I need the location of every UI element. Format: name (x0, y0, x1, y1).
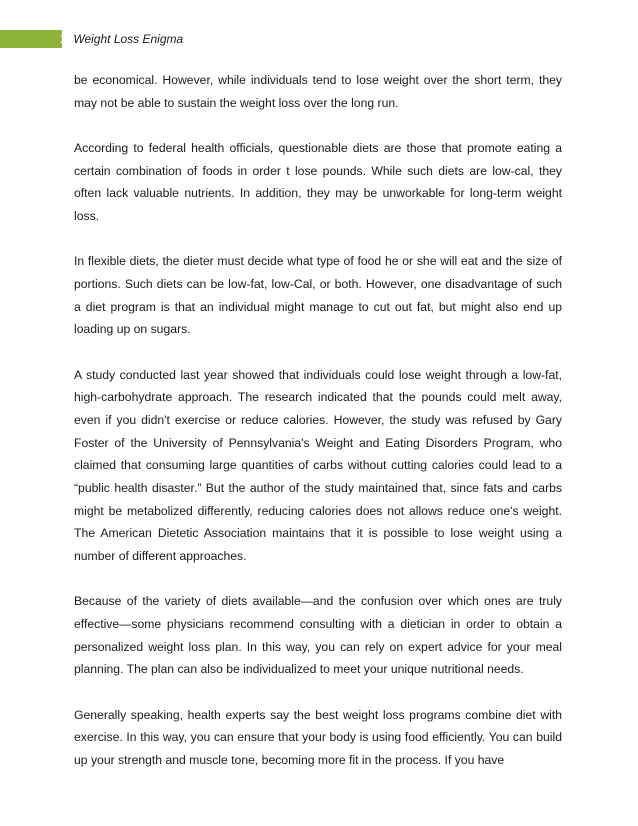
paragraph-3: In flexible diets, the dieter must decide what type of food he or she will eat and the size of portions. Such diets can be low-fat, low-Cal, or both. However, one disadvantage of such a diet program is that an individual might manage to cut out fat, but might also end up loading up on sugars. (74, 254, 562, 337)
paragraph-5: Because of the variety of diets available—and the confusion over which ones are truly effective—some physicians recommend consulting with a dietician in order to obtain a personalized weight loss plan. In this way, you can rely on expert advice for your meal planning. The plan can also be individualized to meet your unique nutritional needs. (74, 594, 562, 677)
paragraph-1: be economical. However, while individuals tend to lose weight over the short term, they may not be able to sustain the weight loss over the long run. (74, 73, 562, 110)
page-body (74, 69, 562, 794)
paragraph-4: A study conducted last year showed that individuals could lose weight through a low-fat, high-carbohydrate approach. The research indicated that the pounds could melt away, even if you didn't exercise or reduce calories. However, the study was refused by Gary Foster of the University of Pennsylvania's Weight and Eating Disorders Program, who claimed that consuming large quantities of carbs without cutting calories could lead to a “public health disaster.” But the author of the study maintained that, since fats and carbs might be metabolized differently, reducing calories does not allows reduce one's weight. The American Dietetic Association maintains that it is possible to lose weight using a number of different approaches. (74, 367, 562, 564)
page-number: 29 (60, 32, 74, 46)
page-header (61, 31, 183, 47)
paragraph-6: Generally speaking, health experts say the best weight loss programs combine diet with exercise. In this way, you can ensure that your body is using food efficiently. You can build up your strength and muscle tone, becoming more fit in the process. If you have (74, 707, 562, 768)
paragraph-2: According to federal health officials, questionable diets are those that promote eating a certain combination of foods in order t lose pounds. While such diets are low-cal, they often lack valuable nutrients. In addition, they may be unworkable for long-term weight loss. (74, 140, 562, 224)
header-accent-bar (0, 30, 62, 48)
running-title: Weight Loss Enigma (73, 32, 184, 46)
